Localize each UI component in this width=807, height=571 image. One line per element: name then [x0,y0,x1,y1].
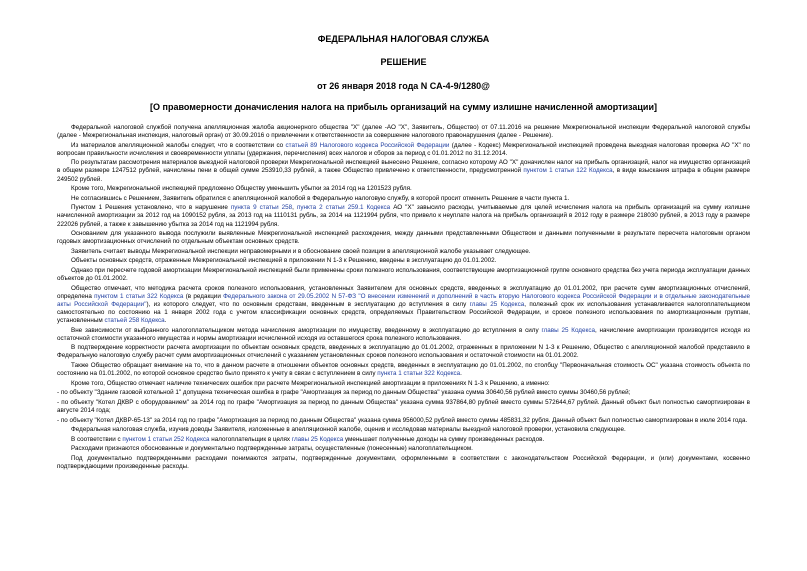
document-date-number: от 26 января 2018 года N СА-4-9/1280@ [317,81,490,91]
paragraph-text: АО "X" завысило расходы, учитываемые для целей исчисления налога на прибыль организаций на сумму излишне начисленной амортизации за 2012 год на 1090152 рубля, за 2013 год на 1110131 рубль, за 2014 на 1121994 рубля, что привело к неуплате налога на прибыль организаций в 2012 году в размере 218030 рублей, в 2013 году в размере 222026 рублей, а также к завышению убытка за 2014 год на 1121994 рубля. [57,204,751,228]
document-type: РЕШЕНИЕ [380,57,427,67]
paragraph [57,327,750,343]
list-item [57,417,750,425]
law-reference-link[interactable]: пунктом 1 статьи 252 Кодекса [122,435,210,443]
paragraph [57,344,750,360]
paragraph-text: Не согласившись с Решением, Заявитель обратился с апелляционной жалобой в Федеральную налоговую службу, в которой просит отменить Решение в части пункта 1. [71,194,570,202]
paragraph-text: налогоплательщик в целях [209,435,292,443]
paragraph-text: . [460,370,462,378]
document-subject: [О правомерности доначисления налога на прибыль организаций на сумму излишне начисленной амортизации] [150,102,657,112]
paragraph-text: Вне зависимости от выбранного налогоплательщиком метода начисления амортизации по имуществу, введенному в эксплуатацию до вступления в силу [71,326,542,334]
paragraph-text: Однако при пересчете годовой амортизации Межрегиональной инспекцией были применены сроки полезного использования, соответствующие амортизационной группе основного средства без учета периода эксплуатации данных объектов до 01.01.2002. [57,267,750,283]
paragraph-text: . [164,317,167,325]
paragraph [57,445,750,453]
paragraph-text: Общество отмечает, что методика расчета сроков полезного использования, установленных Заявителем для основных средств, введенных в эксплуатацию до 01.01.2002, при расчете сумм амортизационных отчислений, определена [57,284,750,300]
law-reference-link[interactable]: пункта 1 статьи 322 Кодекса [377,370,461,378]
law-reference-link[interactable]: пункта 9 статьи 258 [230,204,293,212]
list-item [57,399,750,415]
paragraph [57,159,750,183]
paragraph-text: , начисление амортизации производится исходя из остаточной стоимости указанного имущества и нормы амортизации исчисленной исходя из оставшегося срока полезного использования. [57,326,751,342]
law-reference-link[interactable]: главы 25 Кодекса [291,435,344,443]
list-item [57,389,750,397]
paragraph-text: (в редакции [183,292,224,300]
paragraph [57,267,750,283]
paragraph-text: уменьшает полученные доходы на сумму произведенных расходов. [343,435,545,443]
paragraph-text: Под документально подтвержденными расходами понимаются затраты, подтвержденные документами, оформленными в соответствии с законодательством Российской Федерации, и (или) документами, косвенно подтверждающими произведенные расходы. [57,454,750,471]
paragraph [57,230,750,246]
paragraph [57,380,750,388]
law-reference-link[interactable]: Федерального закона от 29.05.2002 N 57-ФЗ "О внесении изменений и дополнений в часть вторую Налогового кодекса Российской Федерации и в отдельные законодательные акты Российской Федерации" [57,292,750,308]
paragraph [57,124,750,140]
paragraph-text: Также Общество обращает внимание на то, что в данном расчете в отношении объектов основных средств, введенных в эксплуатацию до 01.01.2002, по столбцу "Первоначальная стоимость ОС" указана стоимость объекта по состоянию на 01.01.2002, по которой основное средство было принято к учету в связи с вступлением в силу [57,362,750,378]
paragraph-text: , в виде взыскания штрафа в общем размере 249502 рублей. [57,167,750,183]
paragraph [57,142,750,158]
paragraph-text: , [292,204,297,212]
paragraph [57,362,750,378]
paragraph-text: В подтверждение корректности расчета амортизации по объектам основных средств, введенных в эксплуатацию до 01.01.2002, отраженных в приложении N 1-3 к Решению, Общество с апелляционной жалобой представило в Федеральную налоговую службу расчет сумм амортизационных отчислений с указанием установленных сроков полезного использования и остаточной стоимости на 01.01.2002. [57,344,750,360]
paragraph-text: Пунктом 1 Решения установлено, что в нарушение [71,204,231,212]
paragraph-text: ), из которого следует, что по основным средствам, введенным в эксплуатацию до вступления в силу [146,300,470,308]
agency-title: ФЕДЕРАЛЬНАЯ НАЛОГОВАЯ СЛУЖБА [317,34,490,44]
paragraph [57,248,750,256]
paragraph-text: Основанием для указанного вывода послужили выявленные Межрегиональной инспекцией расхождения, между данными представленными Обществом и данными полученными в результате пересчета налоговым органом годовых амортизационных отчислений по отдельным объектам основных средств. [57,230,750,246]
law-reference-link[interactable]: главы 25 Кодекса [469,300,525,308]
law-reference-link[interactable]: главы 25 Кодекса [541,326,595,334]
paragraph-text: По результатам рассмотрения материалов выездной налоговой проверки Межрегиональной инспекцией вынесено Решение, согласно которому АО "X" доначислен налог на прибыль организаций, налог на имущество организаций в общем размере 1247512 рублей, начислены пени в общей сумме 253910,33 рублей, а также Общество привлечено к ответственности, предусмотренной [57,159,750,175]
paragraph-text: (далее - Кодекс) Межрегиональной инспекцией проведена выездная налоговая проверка АО "X" по вопросам правильности исчисления и своевременности уплаты (удержания, перечисления) всех налогов и сборов за период с 01.01.2012 по 31.12.2014. [57,141,750,157]
paragraph-text: - по объекту "Здание газовой котельной 1" допущена техническая ошибка в графе "Амортизация за период по данным Общества" указана сумма 30640,56 рублей вместо суммы 30460,56 рублей; [57,389,631,397]
paragraph [57,185,750,193]
paragraph-text: Заявитель считает выводы Межрегиональной инспекции неправомерными и в обоснование своей позиции в апелляционной жалобе указывает следующее. [71,247,531,255]
paragraph-text: Расходами признаются обоснованные и документально подтвержденные затраты, осуществленные (понесенные) налогоплательщиком. [71,445,473,453]
paragraph-text: , полезный срок их использования устанавливается налогоплательщиком самостоятельно по состоянию на 1 января 2002 года с учетом классификации основных средств, определяемых Правительством Российской Федерации, и срокое полезного использования по амортизационным группам, установленным [57,300,750,325]
paragraph [57,285,750,325]
law-reference-link[interactable]: статьей 258 Кодекса [104,317,165,325]
document-body [57,124,750,471]
paragraph [57,426,750,434]
paragraph [57,257,750,265]
paragraph-text: Федеральная налоговая служба, изучив доводы Заявителя, изложенные в апелляционной жалобе, оценив и исследовав материалы выездной налоговой проверки, установила следующее. [71,426,626,434]
paragraph [57,195,750,203]
paragraph-text: - по объекту "Котел ДКВР с оборудованием" за 2014 год по графе "Амортизация за период по данным Общества" указана сумма 937864,80 рублей вместо суммы 572644,67 рублей. Данный объект был полностью самортизирован в августе 2014 года; [57,398,750,414]
law-reference-link[interactable]: пунктом 1 статьи 322 Кодекса [94,292,184,300]
paragraph-text: - по объекту "Котел ДКВР-65-13" за 2014 год по графе "Амортизация за период по данным Общества" указана сумма 956000,52 рублей вместо суммы 485831,32 рубля. Данный объект был полностью самортизирован в июле 2014 года. [57,416,748,424]
paragraph-text: Федеральной налоговой службой получена апелляционная жалоба акционерного общества "X" (далее -АО "X", Заявитель, Общество) от 07.11.2016 на решение Межрегиональной инспекции Федеральной налоговой службы (далее - Межрегиональная инспекция, налоговый орган) от 30.09.2016 о привлечении к ответственности за совершение налогового правонарушения (далее - Решение). [57,124,750,140]
law-reference-link[interactable]: пунктом 1 статьи 122 Кодекса [523,167,613,175]
law-reference-link[interactable]: пункта 2 статьи 259.1 Кодекса [296,204,391,212]
paragraph-text: В соответствии с [71,435,123,443]
paragraph-text: Из материалов апелляционной жалобы следует, что в соответствии со [71,141,286,149]
paragraph [57,436,750,444]
paragraph-text: Кроме того, Общество отмечает наличие технических ошибок при расчете Межрегиональной инспекцией амортизации в приложениях N 1-3 к Решению, а именно: [71,379,550,387]
paragraph-text: Кроме того, Межрегиональной инспекцией предложено Обществу уменьшить убытки за 2014 год на 1201523 рубля. [71,185,412,193]
paragraph [57,455,750,471]
law-reference-link[interactable]: статьей 89 Налогового кодекса Российской Федерации [285,141,450,149]
paragraph-text: Объекты основных средств, отраженные Межрегиональной инспекцией в приложении N 1-3 к Решению, введены в эксплуатацию до 01.01.2002. [71,257,497,265]
paragraph [57,204,750,228]
